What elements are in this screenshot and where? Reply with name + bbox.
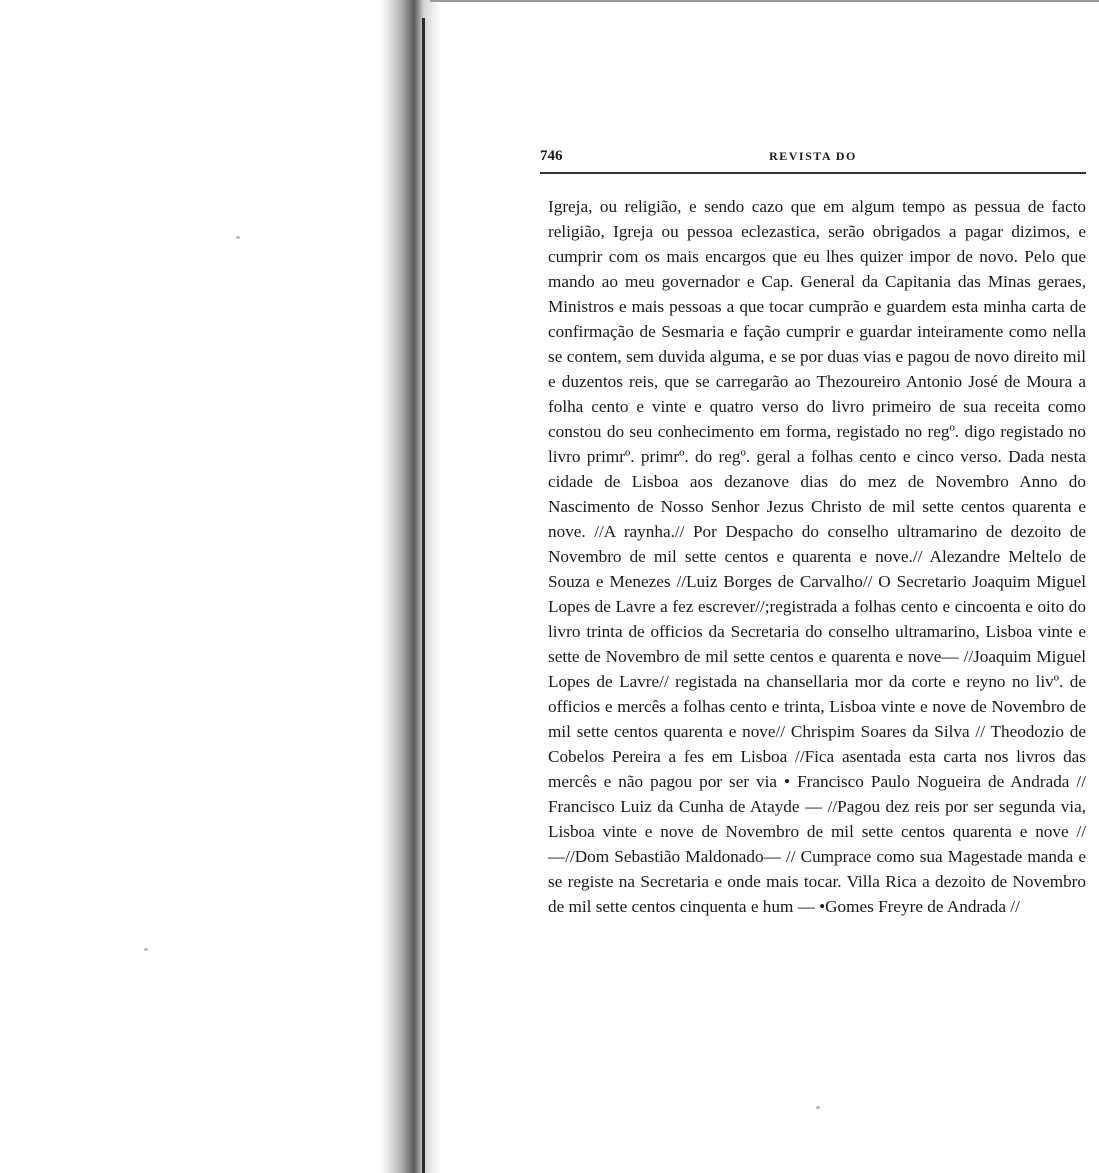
page-top-edge (430, 0, 1099, 2)
scan-speck (236, 236, 240, 239)
body-text (548, 194, 1086, 919)
binding-edge (422, 18, 425, 1173)
header-rule (540, 172, 1086, 174)
body-paragraph: Igreja, ou religião, e sendo cazo que em algum tempo as pessua de facto religião, Igreja ou pessoa eclezastica, serão obrigados a pagar dizimos, e cumprir com os mais encargos que eu lhes quizer impor de novo. Pelo que mando ao meu governador e Cap. General da Capitania das Minas geraes, Ministros e mais pessoas a que tocar cumprão e guardem esta minha carta de confirmação de Sesmaria e fação cumprir e guardar inteiramente como nella se contem, sem duvida alguma, e se por duas vias e pagou de novo direito mil e duzentos reis, que se carregarão ao Thezoureiro Antonio José de Moura a folha cento e vinte e quatro verso do livro primeiro de sua receita como constou do seu conhecimento em forma, registado no regº. digo registado no livro primrº. primrº. do regº. geral a folhas cento e cinco verso. Dada nesta cidade de Lisboa aos dezanove dias do mez de Novembro Anno do Nascimento de Nosso Senhor Jezus Christo de mil sette centos quarenta e nove. //A raynha.// Por Despacho do conselho ultramarino de dezoito de Novembro de mil sette centos e quarenta e nove.// Alezandre Meltelo de Souza e Menezes //Luiz Borges de Carvalho// O Secretario Joaquim Miguel Lopes de Lavre a fez escrever//;registrada a folhas cento e cincoenta e oito do livro trinta de officios da Secretaria do conselho ultramarino, Lisboa vinte e sette de Novembro de mil sette centos e quarenta e nove— //Joaquim Miguel Lopes de Lavre// registada na chansellaria mor da corte e reyno no livº. de officios e mercês a folhas cento e trinta, Lisboa vinte e nove de Novembro de mil sette centos quarenta e nove// Chrispim Soares da Silva // Theodozio de Cobelos Pereira a fes em Lisboa //Fica asentada esta carta nos livros das mercês e não pagou por ser via • Francisco Paulo Nogueira de Andrada // Francisco Luiz da Cunha de Atayde — //Pagou dez reis por ser segunda via, Lisboa vinte e nove de Novembro de mil sette centos quarenta e nove // —//Dom Sebastião Maldonado— // Cumprace como sua Magestade manda e se registe na Secretaria e onde mais tocar. Villa Rica a dezoito de Novembro de mil sette centos cinquenta e hum — •Gomes Freyre de Andrada // (548, 197, 1086, 916)
book-page (540, 140, 1086, 919)
running-title: REVISTA DO (769, 149, 857, 163)
binding-shadow (380, 0, 440, 1173)
running-head (540, 140, 1086, 168)
page-number: 746 (540, 148, 563, 164)
scan-speck (816, 1106, 820, 1109)
scan-speck (144, 948, 148, 951)
